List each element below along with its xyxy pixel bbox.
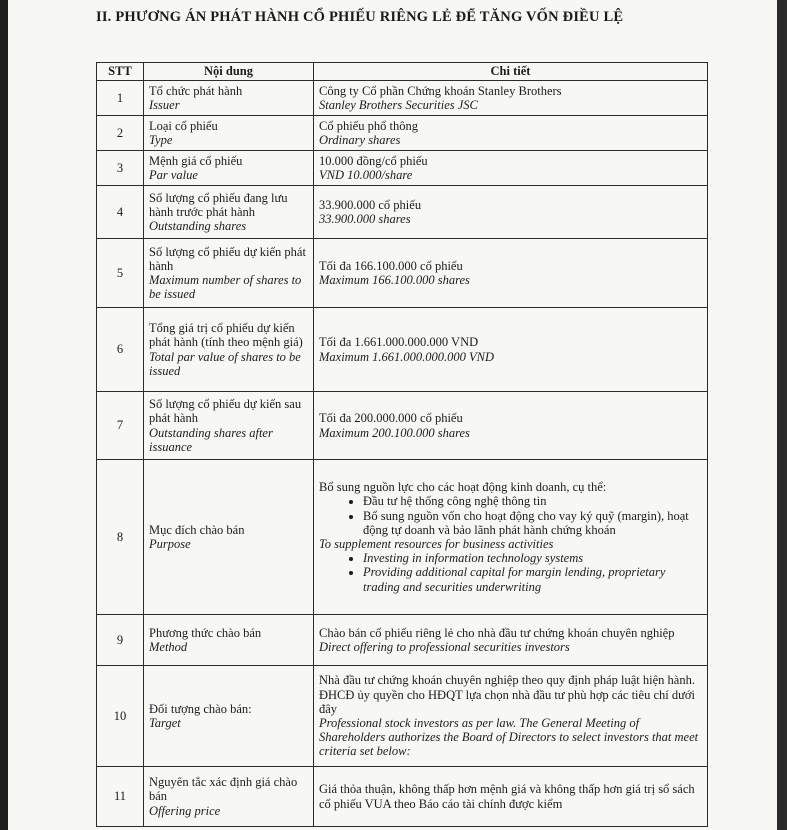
- detail-en: To supplement resources for business activities: [319, 537, 554, 551]
- row-detail: [314, 767, 708, 827]
- offering-plan-table: [96, 62, 708, 827]
- detail-en: Professional stock investors as per law. The General Meeting of Shareholders authorizes the Board of Directors to select investors that meet criteria set below:: [319, 716, 699, 759]
- content-en: Method: [149, 640, 188, 654]
- detail-vi: Công ty Cổ phần Chứng khoán Stanley Brothers: [319, 83, 562, 98]
- row-detail: [314, 151, 708, 186]
- content-vi: Nguyên tắc xác định giá chào bán: [149, 775, 298, 804]
- list-item: • Bổ sung nguồn vốn cho hoạt động cho vay ký quỹ (margin), hoạt động tự doanh và bảo lãnh phát hành chứng khoán: [363, 509, 702, 537]
- detail-vi: Bổ sung nguồn lực cho các hoạt động kinh doanh, cụ thể:: [319, 480, 607, 495]
- row-detail: [314, 666, 708, 767]
- row-number: 8: [97, 460, 144, 615]
- list-item: • Providing additional capital for margin lending, proprietary trading and securities underwriting: [363, 565, 702, 593]
- row-content: [144, 392, 314, 460]
- content-en: Total par value of shares to be issued: [149, 349, 301, 378]
- row-number: 6: [97, 308, 144, 392]
- detail-vi: Tối đa 200.000.000 cổ phiếu: [319, 411, 463, 426]
- row-number: 7: [97, 392, 144, 460]
- table-row: [97, 81, 708, 116]
- purpose-bullets-en: [319, 551, 702, 594]
- content-en: Outstanding shares: [149, 219, 247, 234]
- row-content: [144, 239, 314, 308]
- detail-en: Ordinary shares: [319, 133, 401, 147]
- header-detail: Chi tiết: [314, 63, 708, 81]
- row-detail: [314, 460, 708, 615]
- table-row: [97, 392, 708, 460]
- detail-vi: Giá thỏa thuận, không thấp hơn mệnh giá và không thấp hơn giá trị sổ sách cổ phiếu VUA theo Báo cáo tài chính được kiểm: [319, 782, 695, 811]
- content-en: Offering price: [149, 803, 221, 818]
- content-en: Purpose: [149, 537, 191, 551]
- content-vi: Mệnh giá cổ phiếu: [149, 153, 243, 168]
- content-en: Par value: [149, 168, 198, 182]
- detail-en: 33.900.000 shares: [319, 212, 411, 226]
- detail-en: Direct offering to professional securities investors: [319, 640, 570, 654]
- table-row: [97, 666, 708, 767]
- row-number: 10: [97, 666, 144, 767]
- detail-vi: Nhà đầu tư chứng khoán chuyên nghiệp theo quy định pháp luật hiện hành. ĐHCĐ ủy quyền cho HĐQT lựa chọn nhà đầu tư phù hợp các tiêu chí dưới đây: [319, 673, 695, 716]
- list-item: • Investing in information technology systems: [363, 551, 702, 565]
- row-detail: [314, 392, 708, 460]
- row-content: [144, 151, 314, 186]
- detail-vi: Chào bán cổ phiếu riêng lẻ cho nhà đầu tư chứng khoán chuyên nghiệp: [319, 625, 675, 640]
- row-content: [144, 615, 314, 666]
- content-vi: Đối tượng chào bán:: [149, 701, 252, 716]
- detail-vi: Tối đa 166.100.000 cổ phiếu: [319, 258, 463, 273]
- row-detail: [314, 308, 708, 392]
- row-content: [144, 81, 314, 116]
- section-title: II. PHƯƠNG ÁN PHÁT HÀNH CỔ PHIẾU RIÊNG LẺ ĐỂ TĂNG VỐN ĐIỀU LỆ: [96, 9, 624, 25]
- row-number: 4: [97, 186, 144, 239]
- row-content: [144, 666, 314, 767]
- row-detail: [314, 186, 708, 239]
- content-en: Maximum number of shares to be issued: [149, 273, 302, 302]
- header-stt: STT: [97, 63, 144, 81]
- row-number: 2: [97, 116, 144, 151]
- content-vi: Mục đích chào bán: [149, 522, 245, 537]
- content-vi: Tổng giá trị cổ phiếu dự kiến phát hành (tính theo mệnh giá): [149, 321, 303, 350]
- table-row: [97, 460, 708, 615]
- table-row: [97, 239, 708, 308]
- content-vi: Số lượng cổ phiếu dự kiến phát hành: [149, 244, 306, 273]
- table-row: [97, 308, 708, 392]
- row-detail: [314, 116, 708, 151]
- detail-en: Maximum 166.100.000 shares: [319, 273, 470, 287]
- detail-vi: 33.900.000 cổ phiếu: [319, 197, 422, 212]
- header-content: Nội dung: [144, 63, 314, 81]
- content-en: Outstanding shares after issuance: [149, 425, 273, 454]
- document-page: [8, 0, 777, 830]
- row-content: [144, 116, 314, 151]
- table-row: [97, 615, 708, 666]
- content-vi: Loại cổ phiếu: [149, 118, 218, 133]
- detail-en: Maximum 1.661.000.000.000 VND: [319, 349, 494, 364]
- table-row: [97, 767, 708, 827]
- detail-en: Stanley Brothers Securities JSC: [319, 98, 478, 112]
- content-vi: Phương thức chào bán: [149, 625, 262, 640]
- row-content: [144, 186, 314, 239]
- detail-en: VND 10.000/share: [319, 168, 413, 182]
- content-vi: Số lượng cổ phiếu đang lưu hành trước phát hành: [149, 190, 288, 219]
- detail-en: Maximum 200.100.000 shares: [319, 425, 470, 440]
- detail-vi: Cổ phiếu phổ thông: [319, 118, 418, 133]
- table-row: [97, 186, 708, 239]
- content-vi: Số lượng cổ phiếu dự kiến sau phát hành: [149, 397, 302, 426]
- purpose-bullets-vi: [319, 494, 702, 537]
- row-number: 3: [97, 151, 144, 186]
- row-detail: [314, 81, 708, 116]
- row-number: 11: [97, 767, 144, 827]
- content-vi: Tổ chức phát hành: [149, 83, 243, 98]
- detail-vi: 10.000 đồng/cổ phiếu: [319, 153, 428, 168]
- row-number: 1: [97, 81, 144, 116]
- row-number: 5: [97, 239, 144, 308]
- row-content: [144, 767, 314, 827]
- row-detail: [314, 239, 708, 308]
- detail-vi: Tối đa 1.661.000.000.000 VND: [319, 335, 479, 350]
- content-en: Type: [149, 133, 173, 147]
- viewer-background: [777, 0, 787, 830]
- row-detail: [314, 615, 708, 666]
- table-row: [97, 116, 708, 151]
- list-item: • Đầu tư hệ thống công nghệ thông tin: [363, 494, 702, 508]
- content-en: Target: [149, 716, 181, 730]
- table-row: [97, 151, 708, 186]
- row-content: [144, 308, 314, 392]
- row-number: 9: [97, 615, 144, 666]
- table-header-row: [97, 63, 708, 81]
- row-content: [144, 460, 314, 615]
- content-en: Issuer: [149, 98, 180, 112]
